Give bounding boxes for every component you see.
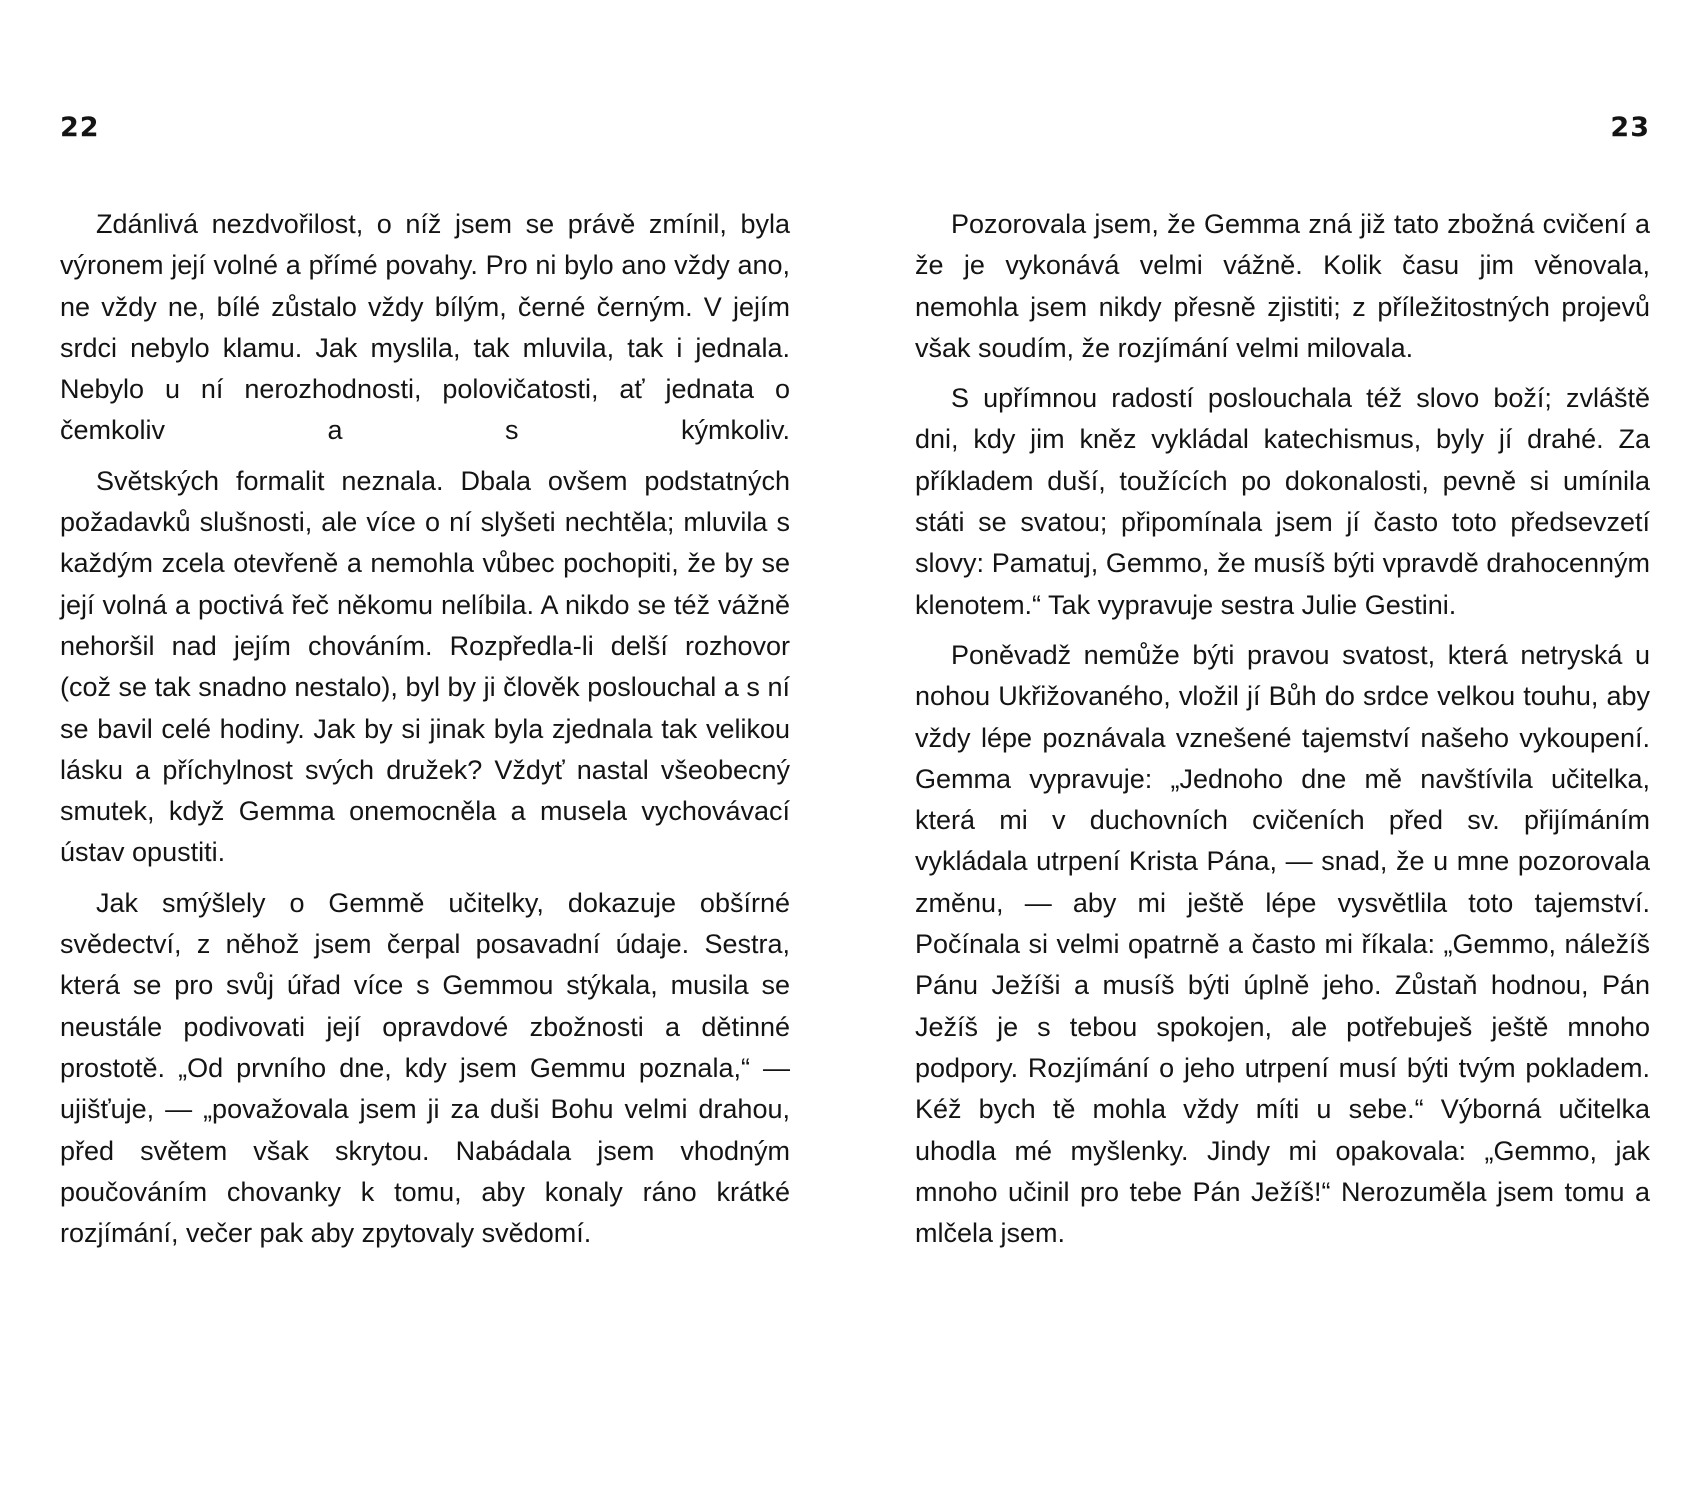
left-page-text [60,204,790,1254]
paragraph: Jak smýšlely o Gemmě učitelky, dokazuje obšírné svědectví, z něhož jsem čerpal posavadní údaje. Sestra, která se pro svůj úřad více s Gemmou stýkala, musila se neustále podivovati její opravdové zbožnosti a dětinné prostotě. „Od prvního dne, kdy jsem Gemmu poznala,“ — ujišťuje, — „považovala jsem ji za duši Bohu velmi drahou, před světem však skrytou. Nabádala jsem vhodným poučováním chovanky k tomu, aby konaly ráno krátké rozjímání, večer pak aby zpytovaly svědomí. [60,887,790,1249]
page-number-left: 22 [60,112,100,143]
paragraph: S upřímnou radostí poslouchala též slovo boží; zvláště dni, kdy jim kněz vykládal katechismus, byly jí drahé. Za příkladem duší, toužících po dokonalosti, pevně si umínila státi se svatou; připomínala jsem jí často toto předsevzetí slovy: Pamatuj, Gemmo, že musíš býti vpravdě drahocenným klenotem.“ Tak vypravuje sestra Julie Gestini. [915,383,1650,620]
paragraph: Pozorovala jsem, že Gemma zná již tato zbožná cvičení a že je vykonává velmi vážně. Kolik času jim věnovala, nemohla jsem nikdy přesně zjistiti; z příležitostných projevů však soudím, že rozjímání velmi milovala. [915,209,1650,363]
paragraph: Poněvadž nemůže býti pravou svatost, která netryská u nohou Ukřižovaného, vložil jí Bůh do srdce velkou touhu, aby vždy lépe poznávala vznešené tajemství našeho vykoupení. Gemma vypravuje: „Jednoho dne mě navštívila učitelka, která mi v duchovních cvičeních před sv. přijímáním vykládala utrpení Krista Pána, — snad, že u mne pozorovala změnu, — aby mi ještě lépe vysvětlila toto tajemství. Počínala si velmi opatrně a často mi říkala: „Gemmo, náležíš Pánu Ježíši a musíš býti úplně jeho. Zůstaň hodnou, Pán Ježíš je s tebou spokojen, ale potřebuješ ještě mnoho podpory. Rozjímání o jeho utrpení musí býti tvým pokladem. Kéž bych tě mohla vždy míti u sebe.“ Výborná učitelka uhodla mé myšlenky. Jindy mi opakovala: „Gemmo, jak mnoho učinil pro tebe Pán Ježíš!“ Nerozuměla jsem tomu a mlčela jsem. [915,639,1650,1249]
right-page [915,112,1650,1263]
paragraph: Zdánlivá nezdvořilost, o níž jsem se právě zmínil, byla výronem její volné a přímé povahy. Pro ni bylo ano vždy ano, ne vždy ne, bílé zůstalo vždy bílým, černé černým. V jejím srdci nebylo klamu. Jak myslila, tak mluvila, tak i jednala. Nebylo u ní nerozhodnosti, polovičatosti, ať jednata o čemkoliv a s kýmkoliv. [60,209,790,446]
left-page [60,112,790,1263]
right-page-text [915,204,1650,1254]
paragraph: Světských formalit neznala. Dbala ovšem podstatných požadavků slušnosti, ale více o ní slyšeti nechtěla; mluvila s každým zcela otevřeně a nemohla vůbec pochopiti, že by se její volná a poctivá řeč někomu nelíbila. A nikdo se též vážně nehoršil nad jejím chováním. Rozpředla-li delší rozhovor (což se tak snadno nestalo), byl by ji člověk poslouchal a s ní se bavil celé hodiny. Jak by si jinak byla zjednala tak velikou lásku a příchylnost svých družek? Vždyť nastal všeobecný smutek, když Gemma onemocněla a musela vychovávací ústav opustiti. [60,465,790,868]
page-number-right: 23 [1610,112,1650,143]
